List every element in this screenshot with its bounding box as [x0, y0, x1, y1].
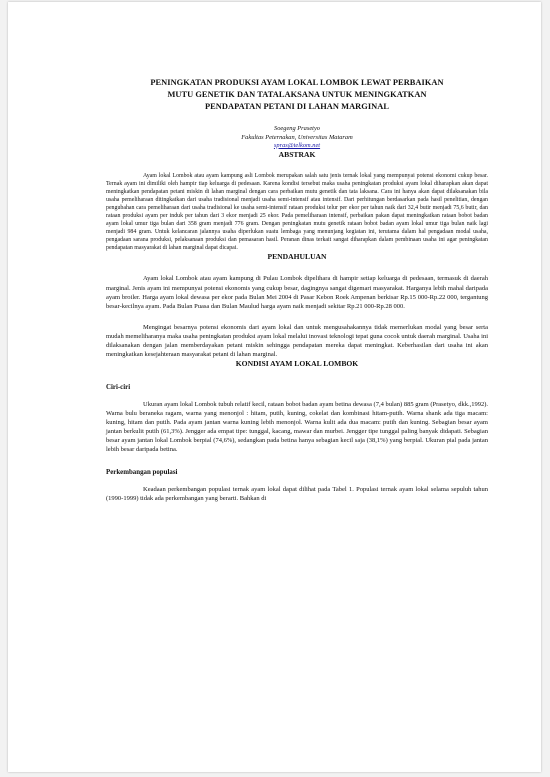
ciri-ciri-heading: Ciri-ciri [106, 383, 131, 391]
title-line-1: PENINGKATAN PRODUKSI AYAM LOKAL LOMBOK LEWAT PERBAIKAN [150, 78, 444, 87]
ciri-ciri-paragraph: Ukuran ayam lokal Lombok tubuh relatif kecil, rataan bobot badan ayam betina dewasa (7,4 bulan) 885 gram (Prasetyo, dkk.,1992). Warna bulu beraneka ragam, warna yang menonjol : hitam, putih, kuning, cokelat dan kombinasi hitam-putih. Warna shank ada tiga macam: kuning, hitam dan putih. Pada ayam jantan warna kuning lebih menonjol. Warna kulit ada dua macam: putih dan kuning. Sebagian besar ayam jantan berkulit putih (61,3%). Jengger ada empat tipe: tunggal, kacang, mawar dan murbei. Jengger tipe tunggal paling banyak didapati. Sebagian besar ayam jantan lokal Lombok berpial (74,6%), sedangkan pada betina hanya sebagian kecil saja (38,1%) yang berpial. Ukuran pial pada jantan lebih besar daripada betina. [106, 400, 488, 454]
page-content [106, 77, 488, 503]
document-page [8, 2, 541, 772]
abstract-heading: ABSTRAK [278, 150, 316, 159]
title-line-2: MUTU GENETIK DAN TATALAKSANA UNTUK MENINGKATKAN [167, 89, 427, 99]
title-line-3: PENDAPATAN PETANI DI LAHAN MARGINAL [205, 101, 389, 111]
paper-title [106, 77, 488, 112]
perkembangan-heading: Perkembangan populasi [106, 469, 178, 477]
author-affiliation: Fakultas Peternakan, Universitas Mataram [241, 133, 353, 141]
kondisi-heading: KONDISI AYAM LOKAL LOMBOK [235, 358, 359, 368]
abstract-text: Ayam lokal Lombok atau ayam kampung asli Lombok merupakan salah satu jenis ternak lokal yang mempunyai potensi ekonomi cukup besar. Ternak ayam ini dimiliki oleh hampir tiap keluarga di pedesaan. Karena kondisi tersebut maka usaha peningkatan produksi ayam lokal diharapkan akan dapat meningkatkan pendapatan petani miskin di lahan marginal dengan cara perbaikan mutu genetik dan tata laksana. Cara ini hanya akan dapat dilaksanakan bila usaha pemeliharaan ditingkatkan dari usaha tradisional menjadi usaha semi-intensif atau intensif. Dari perhitungan berdasarkan pada hasil penelitian, dengan pengubahan cara pemeliharaan dari usaha tradisional ke usaha semi-intensif rataan produksi telur per ekor per tahun naik dari 32,4 butir menjadi 75,6 butir, dan rataan produksi ayam per induk per tahun dari 3 ekor menjadi 25 ekor. Pada pemeliharaan intensif, perbaikan pakan dapat meningkatkan rataan bobot badan ayam lokal umur tiga bulan dari 358 gram menjadi 776 gram. Dengan peningkatan mutu genetik rataan bobot badan ayam lokal umur tiga bulan naik lagi menjadi 984 gram. Untuk kelancaran jalannya usaha diperlukan suatu lembaga yang menunjang kegiatan ini, terutama dalam hal pengadaan modal usaha, pengadaan sarana produksi, pelaksanaan produksi dan pemasaran hasil. Peranan dinas terkait sangat diharapkan dalam pembinaan usaha ini agar peningkatan pendapatan masyarakat di lahan marginal dapat dicapai. [106, 173, 488, 252]
author-name: Soegeng Prasetyo [274, 125, 320, 133]
author-block [106, 125, 488, 150]
intro-heading: PENDAHULUAN [267, 252, 327, 262]
intro-paragraph-1: Ayam lokal Lombok atau ayam kampung di Pulau Lombok dipelihara di hampir setiap keluarga di pedesaan, termasuk di daerah marginal. Jenis ayam ini mempunyai potensi ekonomis yang cukup besar, dagingnya sangat digemari masyarakat. Harganya lebih mahal daripada ayam broiler. Harga ayam lokal dewasa per ekor pada Bulan Mei 2004 di Pasar Kebon Roek Ampenan berkisar Rp.15 000-Rp.22 000, tergantung besar-kecilnya ayam. Pada Bulan Puasa dan Bulan Maulud harga ayam naik menjadi sekitar Rp.21 000-Rp.28 000. [106, 275, 488, 310]
author-email-link[interactable]: spras@telkom.net [273, 141, 321, 149]
intro-paragraph-2: Mengingat besarnya potensi ekonomis dari ayam lokal dan untuk mengusahakannya tidak memerlukan modal yang besar serta mudah memeliharanya maka usaha peningkatan produksi ayam lokal melalui inovasi teknologi tepat guna cocok untuk daerah marginal. Usaha ini dilaksanakan dengan jalan memberdayakan petani miskin sehingga pendapatan mereka dapat meningkat. Keberhasilan dari usaha ini akan meningkatkan kesejahteraan masyarakat petani di lahan marginal. [106, 323, 488, 358]
perkembangan-paragraph: Keadaan perkembangan populasi ternak ayam lokal dapat dilihat pada Tabel 1. Populasi ternak ayam lokal selama sepuluh tahun (1990-1999) tidak ada perkembangan yang berarti. Bahkan di [106, 486, 488, 503]
